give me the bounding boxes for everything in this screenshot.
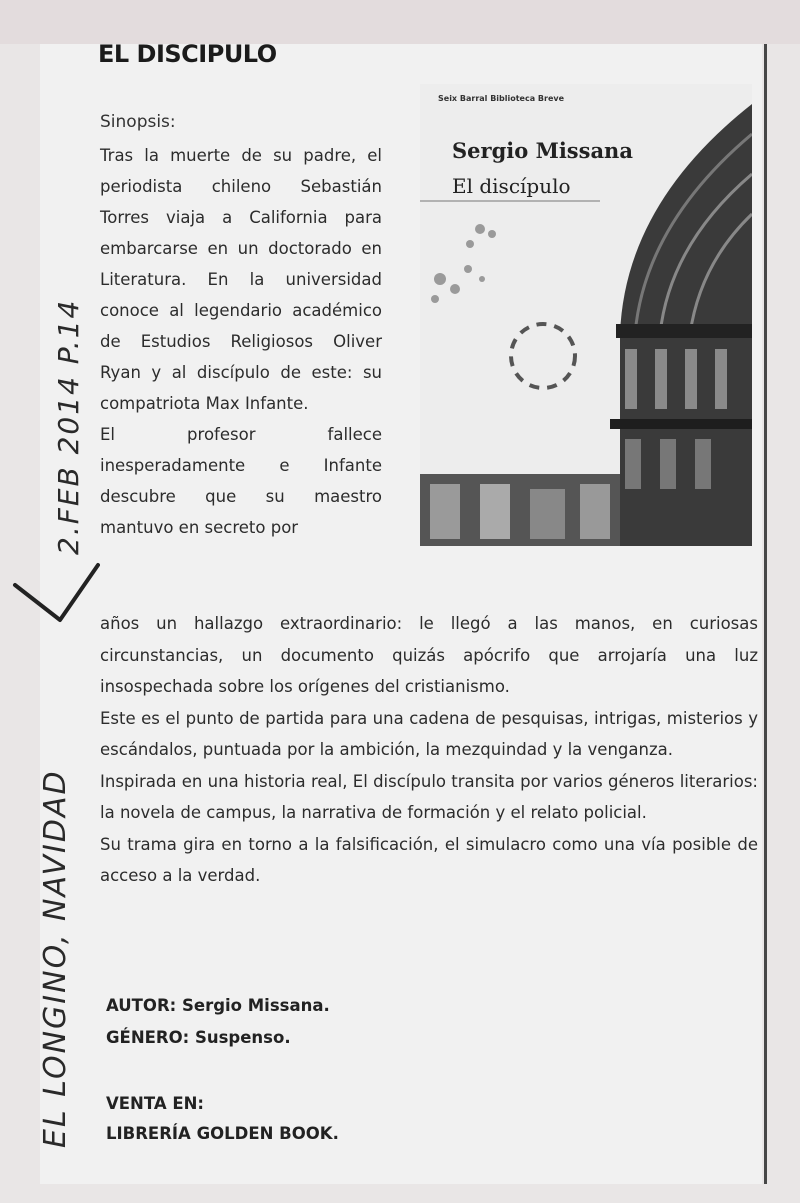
synopsis-label: Sinopsis: xyxy=(100,112,176,132)
sale-label: VENTA EN: xyxy=(106,1094,205,1113)
handwritten-source-note: EL LONGINO, NAVIDAD xyxy=(38,769,73,1148)
synopsis-paragraph: Su trama gira en torno a la falsificación, el simulacro como una vía posible de acceso a la verdad. xyxy=(100,834,758,885)
cover-title: El discípulo xyxy=(452,174,571,198)
column-rule xyxy=(764,44,767,1184)
sale-store: LIBRERÍA GOLDEN BOOK. xyxy=(106,1124,339,1143)
genre-line: GÉNERO: Suspenso. xyxy=(106,1028,291,1047)
book-cover xyxy=(420,84,752,546)
article-headline: EL DISCIPULO xyxy=(98,40,277,68)
cover-series: Seix Barral Biblioteca Breve xyxy=(438,94,565,103)
scan-top-band xyxy=(0,0,800,44)
synopsis-continued xyxy=(100,608,758,892)
synopsis-paragraph: años un hallazgo extraordinario: le llegó a las manos, en curiosas circunstancias, un documento quizás apócrifo que arrojaría una luz insospechada sobre los orígenes del cristianismo. xyxy=(100,614,758,696)
synopsis-column xyxy=(100,140,382,543)
synopsis-paragraph: Tras la muerte de su padre, el periodista chileno Sebastián Torres viaja a California para embarcarse en un doctorado en Literatura. En la universidad conoce al legendario académico de Estudios Religiosos Oliver Ryan y al discípulo de este: su compatriota Max Infante. xyxy=(100,146,382,413)
synopsis-paragraph: Inspirada en una historia real, El discípulo transita por varios géneros literarios: la novela de campus, la narrativa de formación y el relato policial. xyxy=(100,771,758,822)
synopsis-paragraph: Este es el punto de partida para una cadena de pesquisas, intrigas, misterios y escándalos, puntuada por la ambición, la mezquindad y la venganza. xyxy=(100,708,758,759)
checkmark-icon xyxy=(10,560,100,630)
synopsis-paragraph: El profesor fallece inesperadamente e Infante descubre que su maestro mantuvo en secreto por xyxy=(100,425,382,537)
author-line: AUTOR: Sergio Missana. xyxy=(106,996,330,1015)
handwritten-date-note: 2.FEB 2014 P.14 xyxy=(52,298,85,555)
cover-author: Sergio Missana xyxy=(452,138,633,163)
